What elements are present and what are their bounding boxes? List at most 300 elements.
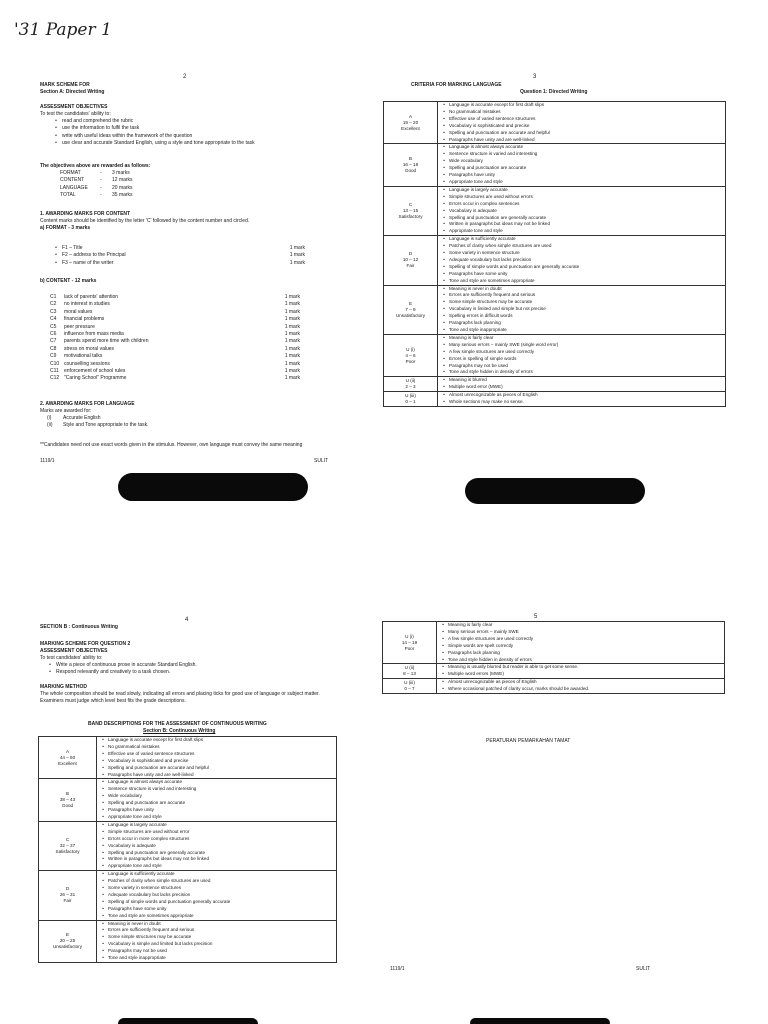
content-text: influence from mass media	[64, 331, 124, 338]
band-label: Unsatisfactory	[52, 944, 83, 950]
intro-text: To test candidates' ability to:	[40, 655, 103, 661]
criteria-item: • No grammatical mistakes	[98, 744, 335, 751]
content-text: "Caring School" Programme	[64, 375, 127, 382]
criteria-item: • Appropriate tone and style	[439, 179, 724, 186]
content-text: counselling sessions	[64, 360, 110, 367]
content-item	[50, 294, 300, 301]
content-mark: 1 mark	[284, 375, 300, 382]
criteria-item: • Vocabulary is adequate	[439, 208, 724, 215]
section-title: SECTION B : Continuous Writing	[40, 624, 118, 630]
band-row	[384, 144, 726, 186]
band-cell	[39, 779, 97, 821]
objective-item: • use clear and accurate Standard English, using a style and tone appropriate to the task	[50, 140, 255, 147]
criteria-item: • Paragraphs lack planning	[439, 320, 724, 327]
band-label: Satisfactory	[55, 849, 80, 855]
criteria-item: • Paragraphs have unity and are well-linked	[98, 772, 335, 779]
criteria-item: • Spelling and punctuation are generally accurate	[439, 215, 724, 222]
band-cell	[383, 664, 437, 679]
band-range: 4 – 6	[405, 352, 416, 358]
band-label: Excellent	[401, 125, 420, 131]
content-mark: 1 mark	[284, 368, 300, 375]
criteria-cell	[97, 779, 337, 821]
reward-marks: 35 marks	[112, 192, 133, 199]
content-code: C1	[50, 294, 57, 300]
band-row	[384, 285, 726, 334]
criteria-item: • Whole sections may make no sense.	[439, 399, 724, 406]
criteria-item: • Vocabulary is sophisticated and precise	[98, 758, 335, 765]
content-heading: 1. AWARDING MARKS FOR CONTENT	[40, 211, 131, 217]
band-label: Good	[404, 168, 417, 174]
content-code: C11	[50, 368, 59, 375]
intro-text: To test the candidates' ability to:	[40, 111, 111, 117]
band-grade: A	[65, 748, 70, 754]
format-item	[50, 252, 305, 259]
criteria-item: • Tone and style hidden in density of errors	[439, 369, 724, 376]
content-code: C5	[50, 323, 57, 330]
criteria-item: • Paragraphs have unity	[98, 807, 335, 814]
band-row	[384, 102, 726, 144]
format-text: • F3 – name of the writer	[50, 260, 113, 267]
band-range: 20 – 25	[59, 938, 76, 944]
band-range: 38 – 43	[59, 797, 76, 803]
content-item	[50, 346, 300, 353]
criteria-item: • Language is accurate except for first draft slips	[98, 737, 335, 744]
objective-item: • use the information to fulfil the task	[50, 125, 255, 132]
end-marker: PERATURAN PEMARKAHAN TAMAT	[486, 738, 571, 744]
criteria-item: • Vocabulary is simple and limited but lacks precision	[98, 941, 335, 948]
criteria-item: • Spelling and punctuation are accurate	[98, 800, 335, 807]
format-item	[50, 245, 305, 252]
criteria-cell	[97, 737, 337, 779]
content-text: enforcement of school rules	[64, 368, 126, 375]
criteria-cell	[438, 377, 726, 392]
band-range: 0 – 1	[405, 399, 416, 405]
criteria-item: • Wide vocabulary	[439, 158, 724, 165]
content-mark: 1 mark	[284, 316, 300, 323]
content-text: lack of parents' attention	[64, 294, 119, 300]
page-number: 5	[534, 614, 538, 620]
criteria-item: • Spelling errors in difficult words	[439, 313, 724, 320]
band-heading: BAND DESCRIPTIONS FOR THE ASSESSMENT OF CONTINUOUS WRITING	[88, 721, 267, 727]
band-row	[383, 622, 725, 664]
band-grade: D	[408, 251, 413, 257]
assessment-heading: ASSESSMENT OBJECTIVES	[40, 104, 108, 110]
criteria-item: • Meaning is fairly clear	[438, 622, 723, 629]
objectives-list	[44, 662, 197, 677]
band-cell	[384, 186, 438, 235]
criteria-item: • Spelling and punctuation are accurate and helpful	[98, 765, 335, 772]
content12-heading: b) CONTENT - 12 marks	[40, 278, 97, 284]
band-label: Good	[61, 803, 74, 809]
criteria-item: • Meaning is never in doubt	[98, 921, 335, 928]
format-text: • F2 – address to the Principal	[50, 252, 126, 259]
criteria-cell	[438, 236, 726, 285]
reward-label: CONTENT	[60, 177, 85, 184]
band-row	[39, 737, 337, 779]
language-num: (ii)	[47, 422, 53, 429]
criteria-item: • Errors occur in more complex structures	[98, 836, 335, 843]
content-text: no interest in studies	[64, 301, 110, 308]
band-grade: B	[408, 156, 413, 162]
criteria-item: • Sentence structure is varied and interesting	[98, 786, 335, 793]
band-label: Poor	[404, 645, 415, 651]
criteria-cell	[437, 622, 725, 664]
format-text: • F1 – Title	[50, 245, 83, 252]
band-range: 0 – 7	[404, 686, 415, 692]
criteria-cell	[438, 144, 726, 186]
objective-item: • Respond relevantly and creatively to a task chosen.	[44, 669, 197, 676]
band-label: Satisfactory	[398, 214, 423, 220]
language-intro: Marks are awarded for:	[40, 408, 92, 414]
rewards-table	[60, 170, 133, 200]
band-grade: U (ii)	[404, 665, 415, 671]
band-row	[383, 664, 725, 679]
content-mark: 1 mark	[284, 331, 300, 338]
criteria-item: • Written in paragraphs but ideas may not be linked	[98, 856, 335, 863]
reward-dash: -	[100, 170, 102, 176]
content-text: peer pressure	[64, 323, 95, 330]
criteria-item: • Patches of clarity when simple structures are used	[439, 243, 724, 250]
criteria-item: • Wide vocabulary	[98, 793, 335, 800]
criteria-item: • Errors are sufficiently frequent and serious	[98, 927, 335, 934]
content-item	[50, 309, 300, 316]
criteria-item: • Language is largely accurate	[439, 187, 724, 194]
criteria-item: • Patches of clarity when simple structures are used	[98, 878, 335, 885]
band-cell	[384, 334, 438, 376]
criteria-cell	[438, 102, 726, 144]
band-row	[384, 334, 726, 376]
criteria-item: • Simple structures are used without errors	[439, 194, 724, 201]
criteria-item: • Adequate vocabulary but lacks precision	[98, 892, 335, 899]
criteria-item: • Errors are sufficiently frequent and serious	[439, 292, 724, 299]
criteria-item: • Errors occur in complex sentences	[439, 201, 724, 208]
content-code: C3	[50, 308, 57, 315]
band-range: 2 – 3	[405, 384, 416, 390]
format-list	[50, 245, 305, 267]
band-grade: E	[65, 932, 70, 938]
content-text: financial problems	[64, 316, 105, 323]
criteria-item: • Effective use of varied sentence structures	[439, 116, 724, 123]
language-list	[47, 415, 149, 430]
band-grade: C	[65, 837, 70, 843]
content-code: C6	[50, 331, 57, 338]
handwritten-note: '31 Paper 1	[14, 20, 112, 40]
band-grade: B	[65, 791, 70, 797]
band-grade: C	[408, 202, 413, 208]
criteria-item: • Language is largely accurate	[98, 822, 335, 829]
band-label: Fair	[63, 898, 72, 904]
criteria-item: • Language is sufficiently accurate	[98, 871, 335, 878]
criteria-item: • Many serious errors – mainly SWE (single word error)	[439, 342, 724, 349]
band-grade: D	[65, 886, 70, 892]
band-cell	[384, 236, 438, 285]
criteria-item: • Appropriate tone and style	[439, 228, 724, 235]
criteria-item: • Tone and style are sometimes appropriate	[98, 913, 335, 920]
reward-label: TOTAL	[60, 192, 76, 199]
reward-dash: -	[100, 177, 102, 184]
redaction-mark	[465, 478, 645, 504]
criteria-item: • Language is almost always accurate	[98, 779, 335, 786]
criteria-item: • No grammatical mistakes	[439, 109, 724, 116]
content-text: stress on moral values	[64, 345, 115, 352]
criteria-item: • Tone and style hidden in density of errors	[438, 657, 723, 664]
method-heading: MARKING METHOD	[40, 684, 87, 690]
band-cell	[39, 737, 97, 779]
criteria-item: • Language is accurate except for first draft slips	[439, 102, 724, 109]
content-list	[50, 294, 300, 383]
criteria-item: • Spelling and punctuation are generally accurate	[98, 850, 335, 857]
criteria-cell	[437, 679, 725, 694]
band-label: Excellent	[58, 760, 77, 766]
band-grade: U (i)	[405, 633, 414, 639]
criteria-item: • Effective use of varied sentence structures	[98, 751, 335, 758]
band-grade: E	[408, 300, 413, 306]
criteria-item: • Many serious errors – mainly SWE	[438, 629, 723, 636]
criteria-item: • Paragraphs may not be used	[98, 948, 335, 955]
band-range: 8 – 13	[403, 671, 416, 677]
band-grade: U (ii)	[405, 378, 416, 384]
content-code: C8	[50, 345, 57, 352]
criteria-item: • Multiple word errors (MWE)	[438, 671, 723, 678]
criteria-cell	[437, 664, 725, 679]
content-mark: 1 mark	[284, 345, 300, 352]
criteria-item: • Meaning is never in doubt	[439, 286, 724, 293]
content-text: motivational talks	[64, 353, 103, 360]
reward-marks: 12 marks	[112, 177, 133, 184]
criteria-heading: CRITERIA FOR MARKING LANGUAGE	[411, 82, 502, 88]
criteria-item: • Paragraphs may not be used	[439, 363, 724, 370]
band-range: 10 – 12	[402, 257, 419, 263]
band-grade: U (i)	[406, 346, 415, 352]
band-label: Unsatisfactory	[395, 312, 426, 318]
language-heading: 2. AWARDING MARKS FOR LANGUAGE	[40, 401, 135, 407]
band-table	[38, 736, 337, 963]
criteria-item: • Errors in spelling of simple words	[439, 356, 724, 363]
content-text: parents spend more time with children	[64, 338, 149, 345]
criteria-table	[383, 101, 726, 407]
band-row	[384, 236, 726, 285]
band-row	[384, 186, 726, 235]
content-item	[50, 353, 300, 360]
content-item	[50, 301, 300, 308]
content-code: C2	[50, 301, 57, 308]
band-cell	[384, 144, 438, 186]
marking-heading: MARKING SCHEME FOR QUESTION 2	[40, 641, 131, 647]
criteria-item: • Paragraphs lack planning	[438, 650, 723, 657]
criteria-cell	[97, 920, 337, 962]
criteria-item: • Vocabulary is adequate	[98, 843, 335, 850]
page-number: 2	[183, 74, 187, 80]
criteria-item: • Simple words are spelt correctly	[438, 643, 723, 650]
criteria-cell	[438, 186, 726, 235]
band-range: 19 – 20	[402, 119, 419, 125]
criteria-item: • Vocabulary is limited and simple but not precise	[439, 306, 724, 313]
band-cell	[383, 622, 437, 664]
format-heading: a) FORMAT - 3 marks	[40, 225, 91, 231]
criteria-item: • Adequate vocabulary but lacks precision	[439, 257, 724, 264]
content-item	[50, 316, 300, 323]
content-item	[50, 361, 300, 368]
sulit-label: SULIT	[314, 458, 329, 464]
criteria-item: • Paragraphs have unity	[439, 172, 724, 179]
criteria-cell	[97, 871, 337, 920]
criteria-item: • Meaning is usually blurred but reader is able to get some sense.	[438, 664, 723, 671]
content-code: C10	[50, 360, 60, 367]
band-row	[39, 821, 337, 870]
format-item	[50, 260, 305, 267]
criteria-item: • Some variety in sentence structures	[98, 885, 335, 892]
criteria-item: • A few simple structures are used correctly	[438, 636, 723, 643]
criteria-item: • Written in paragraphs but ideas may not be linked	[439, 221, 724, 228]
criteria-item: • Language is almost always accurate	[439, 144, 724, 151]
criteria-item: • Tone and style are sometimes appropriate	[439, 278, 724, 285]
redaction-mark	[470, 1018, 610, 1024]
band-cell	[39, 821, 97, 870]
criteria-item: • Tone and style inappropriate	[439, 327, 724, 334]
criteria-cell	[438, 392, 726, 407]
criteria-item: • Language is sufficiently accurate	[439, 236, 724, 243]
method-text: The whole composition should be read slowly, indicating all errors and placing ticks for good use of language or subject matter. Examiners must judge which level best fits the grade descriptions.	[40, 691, 320, 705]
content-mark: 1 mark	[284, 338, 300, 345]
band-cell	[384, 102, 438, 144]
paper-code: 1119/1	[40, 458, 55, 464]
band-range: 7 – 9	[405, 306, 416, 312]
criteria-item: • Almost unrecognizable as pieces of English	[439, 392, 724, 399]
content-mark: 1 mark	[284, 360, 300, 367]
band-range: 44 – 50	[59, 754, 76, 760]
reward-dash: -	[100, 192, 102, 199]
band-range: 13 – 15	[402, 208, 419, 214]
content-code: C7	[50, 338, 57, 345]
objectives-list	[50, 118, 255, 148]
band-row	[384, 377, 726, 392]
reward-row	[60, 177, 133, 184]
criteria-item: • Some simple structures may be accurate	[98, 934, 335, 941]
reward-marks: 3 marks	[112, 170, 130, 176]
reward-row	[60, 185, 133, 192]
band-cell	[384, 285, 438, 334]
content-code: C4	[50, 316, 57, 323]
criteria-item: • Some simple structures may be accurate	[439, 299, 724, 306]
redaction-mark	[118, 1018, 258, 1024]
content-code: C9	[50, 353, 57, 360]
objective-item: • read and comprehend the rubric	[50, 118, 255, 125]
band-row	[384, 392, 726, 407]
reward-dash: -	[100, 184, 102, 191]
objectives-heading: ASSESSMENT OBJECTIVES	[40, 648, 108, 654]
criteria-cell	[97, 821, 337, 870]
content-mark: 1 mark	[284, 294, 300, 300]
band-cell	[39, 920, 97, 962]
section-title: Section A: Directed Writing	[40, 89, 105, 95]
criteria-item: • Simple structures are used without error	[98, 829, 335, 836]
criteria-item: • Multiple word error (MWE)	[439, 384, 724, 391]
language-num: (i)	[47, 415, 52, 421]
paper-code: 1119/1	[390, 966, 405, 972]
criteria-item: • Where occasional patched of clarity occur, marks should be awarded.	[438, 686, 723, 693]
criteria-cell	[438, 334, 726, 376]
band-row	[39, 871, 337, 920]
criteria-item: • Paragraphs have some unity	[98, 906, 335, 913]
criteria-item: • Spelling of simple words and punctuation generally accurate	[98, 899, 335, 906]
criteria-item: • Some variety in sentence structure	[439, 250, 724, 257]
content-item	[50, 375, 300, 382]
band-table-continued	[382, 621, 725, 694]
redaction-mark	[118, 473, 308, 501]
criteria-item: • Meaning is fairly clear	[439, 335, 724, 342]
criteria-item: • A few simple structures are used correctly	[439, 349, 724, 356]
content-item	[50, 324, 300, 331]
band-grade: A	[408, 113, 413, 119]
band-cell	[383, 679, 437, 694]
content-mark: 1 mark	[284, 301, 300, 308]
band-range: 16 – 18	[402, 162, 419, 168]
criteria-cell	[438, 285, 726, 334]
criteria-item: • Spelling and punctuation are accurate and helpful	[439, 130, 724, 137]
band-cell	[384, 392, 438, 407]
candidates-note: **Candidates need not use exact words given in the stimulus. However, own language must convey the same meaning	[40, 442, 303, 448]
criteria-item: • Tone and style inappropriate	[98, 955, 335, 962]
criteria-item: • Spelling of simple words and punctuation are generally accurate	[439, 264, 724, 271]
language-text: Accurate English	[63, 415, 101, 421]
band-label: Fair	[406, 263, 415, 269]
objective-item: • write with useful ideas within the framework of the question	[50, 133, 255, 140]
criteria-item: • Almost unrecognizable as pieces of English	[438, 679, 723, 686]
content-code: C12	[50, 375, 60, 382]
band-grade: U (iii)	[405, 393, 416, 399]
content-mark: 1 mark	[284, 353, 300, 360]
content-mark: 1 mark	[284, 323, 300, 330]
content-item	[50, 338, 300, 345]
language-text: Style and Tone appropriate to the task.	[63, 422, 149, 429]
criteria-item: • Sentence structure is varied and interesting	[439, 151, 724, 158]
page-number: 3	[533, 74, 537, 80]
criteria-item: • Paragraphs have unity and are well-linked	[439, 137, 724, 144]
format-mark: 1 mark	[289, 245, 305, 251]
band-range: 14 – 19	[401, 639, 418, 645]
criteria-item: • Spelling and punctuation are accurate	[439, 165, 724, 172]
content-item	[50, 368, 300, 375]
band-cell	[39, 871, 97, 920]
band-row	[383, 679, 725, 694]
band-row	[39, 920, 337, 962]
reward-row	[60, 170, 133, 177]
reward-label: FORMAT	[60, 170, 81, 176]
band-range: 26 – 31	[59, 892, 76, 898]
criteria-item: • Paragraphs have some unity	[439, 271, 724, 278]
content-mark: 1 mark	[284, 308, 300, 315]
band-grade: U (iii)	[404, 680, 415, 686]
criteria-subheading: Question 1: Directed Writing	[520, 89, 588, 95]
reward-marks: 20 marks	[112, 184, 133, 191]
rewarded-heading: The objectives above are rewarded as follows:	[40, 163, 151, 169]
content-text: moral values	[64, 308, 93, 315]
band-subheading: Section B: Continuous Writing	[143, 728, 216, 734]
criteria-item: • Appropriate tone and style	[98, 814, 335, 821]
format-mark: 1 mark	[289, 259, 305, 266]
band-cell	[384, 377, 438, 392]
page-heading: MARK SCHEME FOR	[40, 82, 90, 88]
page-number: 4	[185, 617, 189, 623]
format-mark: 1 mark	[289, 252, 305, 259]
language-item	[47, 415, 149, 422]
language-item	[47, 422, 149, 429]
objective-item: • Write a piece of continuous prose in accurate Standard English.	[44, 662, 197, 669]
band-row	[39, 779, 337, 821]
sulit-label: SULIT	[636, 966, 651, 972]
band-range: 32 – 37	[59, 843, 76, 849]
band-label: Poor	[405, 358, 416, 364]
